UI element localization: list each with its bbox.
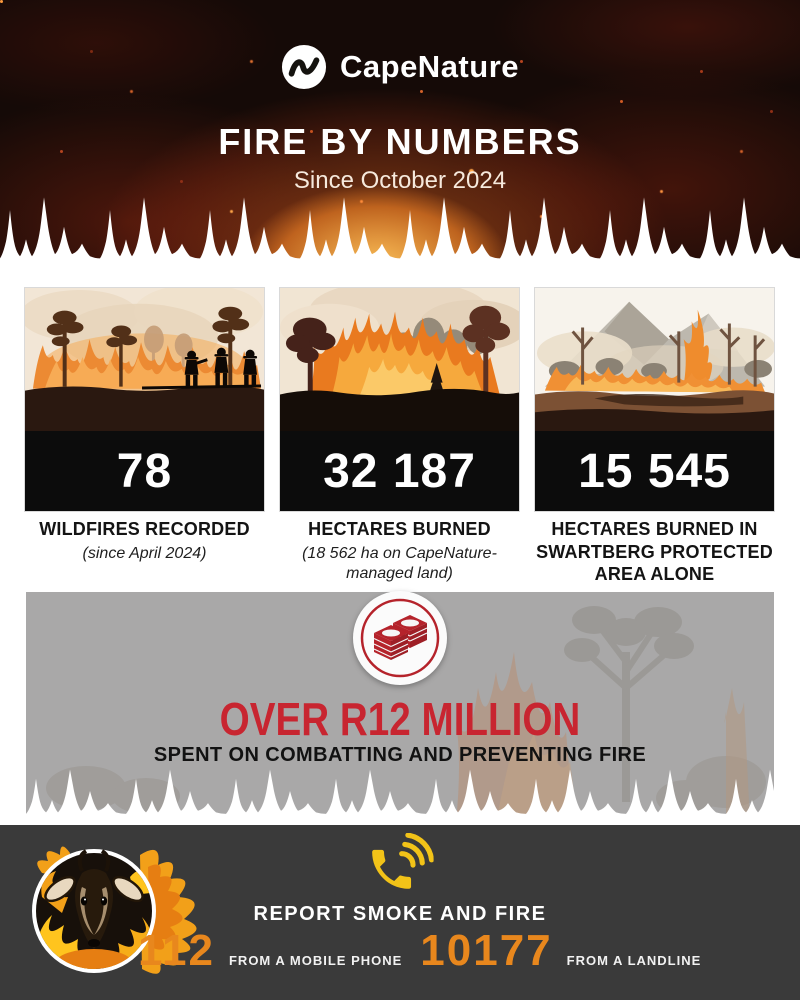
stat-card-hectares [279,287,520,512]
stat-sublabel: (18 562 ha on CapeNature-managed land) [302,544,497,583]
landline-number: 10177 [420,926,553,975]
stat-label: WILDFIRES RECORDED [39,519,250,539]
landline-number-label: FROM A LANDLINE [566,953,702,968]
stat-cards [24,287,776,512]
mountain-fire-illustration [535,288,774,431]
cost-section [26,592,774,822]
capenature-wave-logo-icon [281,44,327,90]
ember-particles [0,0,3,3]
mobile-number-label: FROM A MOBILE PHONE [228,953,403,968]
stat-card-wildfires [24,287,265,512]
stat-sublabel: (since April 2024) [82,544,207,562]
stat-captions [24,518,776,589]
brand-row [0,44,800,90]
stat-value: 32 187 [280,431,519,511]
stat-label: HECTARES BURNED IN SWARTBERG PROTECTED AREA ALONE [536,519,773,584]
stat-value: 15 545 [535,431,774,511]
cost-headline: OVER R12 MILLION [219,693,581,745]
emergency-numbers [138,925,719,978]
flame-border-top [0,191,800,270]
mobile-number: 112 [138,926,215,975]
wildfire-firefighters-illustration [25,288,264,431]
page-title: FIRE BY NUMBERS [218,121,582,162]
caption-wildfires [24,518,265,589]
burning-forest-illustration [280,288,519,431]
caption-hectares [279,518,520,589]
report-heading: REPORT SMOKE AND FIRE [253,903,547,925]
stat-label: HECTARES BURNED [308,519,491,539]
stat-value: 78 [25,431,264,511]
report-footer [0,825,800,1000]
page-subtitle: Since October 2024 [293,167,507,194]
money-stack-icon [350,588,450,688]
cost-subline: SPENT ON COMBATTING AND PREVENTING FIRE [153,744,647,766]
ringing-phone-icon [364,833,434,897]
brand-name: CapeNature [340,49,519,84]
hero-header [0,0,800,270]
caption-swartberg [534,518,775,589]
stat-card-swartberg [534,287,775,512]
flame-border-middle [26,765,800,823]
